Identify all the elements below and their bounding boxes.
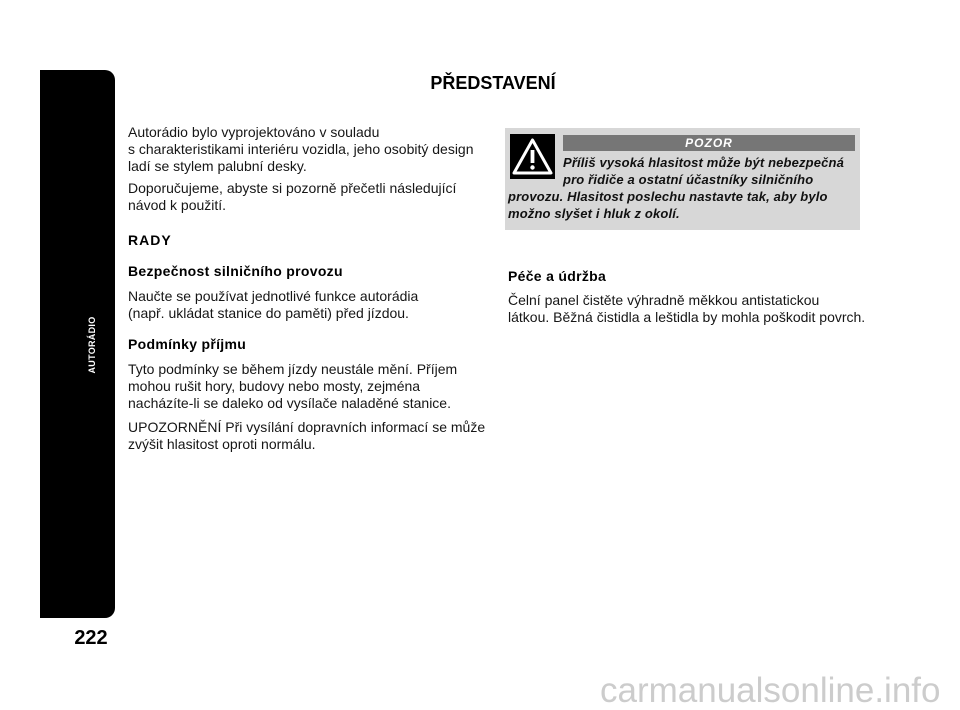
text-line: s charakteristikami interiéru vozidla, jeho osobitý design xyxy=(128,141,474,157)
text-line: návod k použití. xyxy=(128,197,227,213)
text-line: ladí se stylem palubní desky. xyxy=(128,158,307,174)
text-line: Příliš vysoká hlasitost může být nebezpečná xyxy=(563,155,844,170)
page-title: PŘEDSTAVENÍ xyxy=(430,73,556,93)
warning-triangle-icon xyxy=(510,134,555,179)
text-line: mohou rušit hory, budovy nebo mosty, zejména xyxy=(128,378,421,394)
text-line: zvýšit hlasitost oproti normálu. xyxy=(128,436,316,452)
text-line: UPOZORNĚNÍ Při vysílání dopravních informací se může xyxy=(128,419,486,435)
text-line: (např. ukládat stanice do paměti) před jízdou. xyxy=(128,305,409,321)
recommendation-paragraph xyxy=(128,180,456,214)
road-safety-heading: Bezpečnost silničního provozu xyxy=(128,263,343,279)
warning-text-full xyxy=(508,188,828,222)
tips-heading: RADY xyxy=(128,232,172,248)
reception-heading: Podmínky příjmu xyxy=(128,336,247,352)
text-line: provozu. Hlasitost poslechu nastavte tak, aby bylo xyxy=(508,189,828,204)
page-number: 222 xyxy=(74,627,108,649)
watermark: carmanualsonline.info xyxy=(600,671,941,710)
intro-paragraph xyxy=(128,124,474,175)
notice-paragraph xyxy=(128,419,485,453)
text-line: Naučte se používat jednotlivé funkce autorádia xyxy=(128,288,419,304)
road-safety-paragraph xyxy=(128,288,418,322)
section-label: AUTORÁDIO xyxy=(87,316,97,374)
text-line: Doporučujeme, abyste si pozorně přečetli následující xyxy=(128,180,457,196)
text-line: nacházíte-li se daleko od vysílače naladěné stanice. xyxy=(128,395,451,411)
text-line: Tyto podmínky se během jízdy neustále mění. Příjem xyxy=(128,361,458,377)
care-heading: Péče a údržba xyxy=(508,268,607,284)
warning-label: POZOR xyxy=(563,135,855,151)
care-paragraph xyxy=(508,292,865,326)
reception-paragraph xyxy=(128,361,457,412)
text-line: Čelní panel čistěte výhradně měkkou antistatickou xyxy=(508,292,820,308)
text-line: možno slyšet i hluk z okolí. xyxy=(508,206,680,221)
text-line: látkou. Běžná čistidla a leštidla by mohla poškodit povrch. xyxy=(508,309,866,325)
section-sidebar-bar xyxy=(40,70,115,618)
warning-text-indented xyxy=(563,154,844,188)
text-line: Autorádio bylo vyprojektováno v souladu xyxy=(128,124,380,140)
text-line: pro řidiče a ostatní účastníky silničního xyxy=(563,172,814,187)
